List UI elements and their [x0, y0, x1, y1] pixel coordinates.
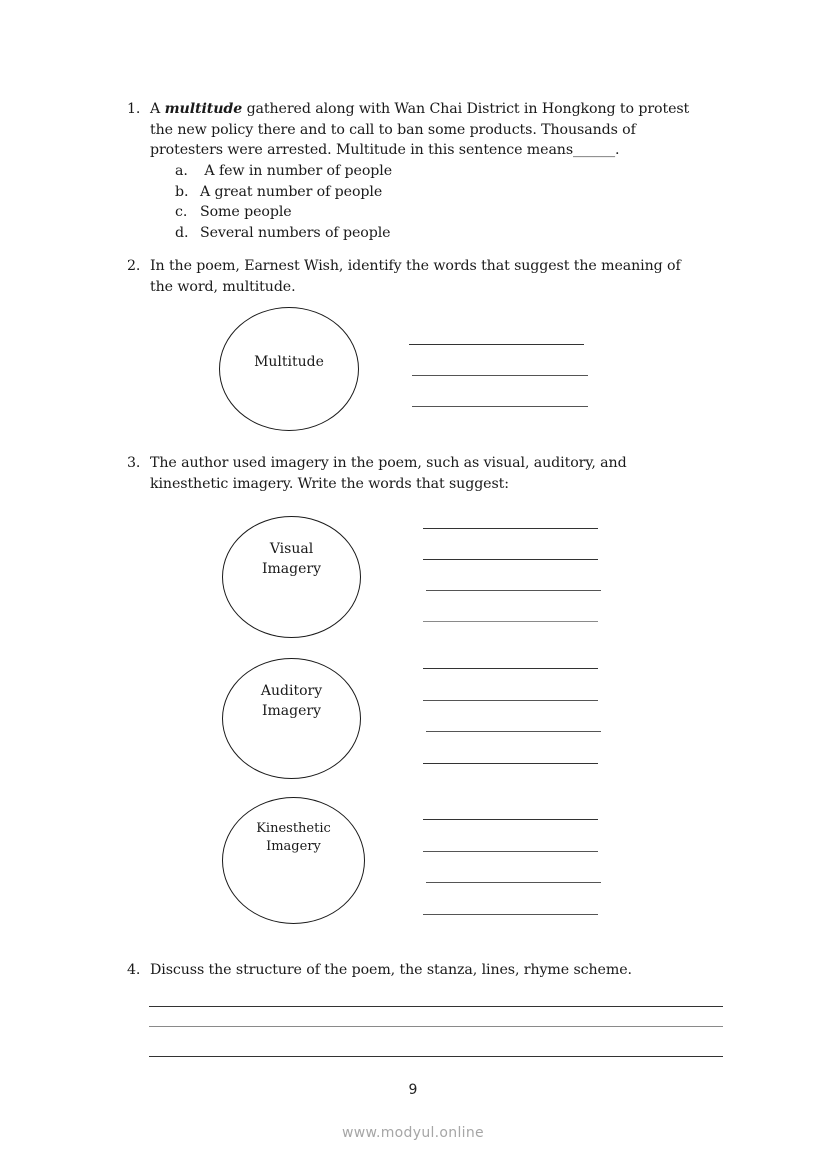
keyword-multitude: multitude [164, 101, 243, 117]
question-text-line: Discuss the structure of the poem, the stanza, lines, rhyme scheme. [150, 962, 632, 978]
kinesthetic-imagery-circle [222, 797, 365, 924]
answer-line[interactable] [409, 344, 584, 345]
question-number: 2. [127, 258, 141, 274]
answer-line[interactable] [423, 819, 598, 820]
question-text: gathered along with Wan Chai District in Hongkong to protest [242, 101, 690, 117]
answer-line[interactable] [426, 731, 601, 732]
page-number: 9 [408, 1082, 418, 1098]
question-number: 1. [127, 101, 141, 117]
question-text-line [150, 99, 689, 120]
answer-line[interactable] [423, 700, 598, 701]
auditory-imagery-circle [222, 658, 361, 779]
circle-label: Visual [269, 541, 314, 557]
visual-imagery-circle [222, 516, 361, 638]
answer-line[interactable] [412, 406, 588, 407]
answer-line[interactable] [426, 882, 601, 883]
multitude-circle [219, 307, 359, 431]
answer-line[interactable] [149, 1006, 723, 1007]
question-prefix: A [150, 101, 161, 117]
circle-label: Imagery [266, 839, 321, 854]
answer-line[interactable] [149, 1056, 723, 1057]
answer-line[interactable] [423, 851, 598, 852]
answer-line[interactable] [423, 621, 598, 622]
question-text-line: the new policy there and to call to ban some products. Thousands of [150, 121, 636, 138]
circle-label: Auditory [260, 683, 323, 699]
answer-line[interactable] [423, 668, 598, 669]
answer-line[interactable] [423, 914, 598, 915]
watermark: www.modyul.online [342, 1125, 484, 1141]
option-letter: d. [175, 224, 189, 241]
question-number: 3. [127, 455, 141, 471]
answer-line[interactable] [423, 763, 598, 764]
answer-line[interactable] [426, 590, 601, 591]
option-letter: c. [175, 204, 188, 220]
question-number: 4. [127, 962, 141, 978]
answer-line[interactable] [423, 559, 598, 560]
circle-label: Multitude [254, 354, 324, 370]
option-text: A few in number of people [200, 163, 392, 179]
answer-line[interactable] [149, 1026, 723, 1027]
circle-label: Kinesthetic [256, 821, 331, 836]
answer-line[interactable] [412, 375, 588, 376]
circle-label: Imagery [261, 561, 321, 577]
question-text-line: The author used imagery in the poem, such as visual, auditory, and [150, 455, 627, 471]
answer-line[interactable] [423, 528, 598, 529]
question-text-line: kinesthetic imagery. Write the words that suggest: [150, 475, 509, 492]
option-text: Several numbers of people [200, 224, 391, 241]
option-text: Some people [200, 204, 292, 220]
option-text: A great number of people [200, 183, 383, 200]
question-text-line: protesters were arrested. Multitude in this sentence means______. [150, 142, 620, 158]
question-text-line: the word, multitude. [150, 278, 296, 295]
option-letter: a. [175, 163, 188, 179]
option-letter: b. [175, 183, 189, 200]
question-text-line: In the poem, Earnest Wish, identify the words that suggest the meaning of [150, 258, 681, 274]
circle-label: Imagery [261, 703, 321, 719]
